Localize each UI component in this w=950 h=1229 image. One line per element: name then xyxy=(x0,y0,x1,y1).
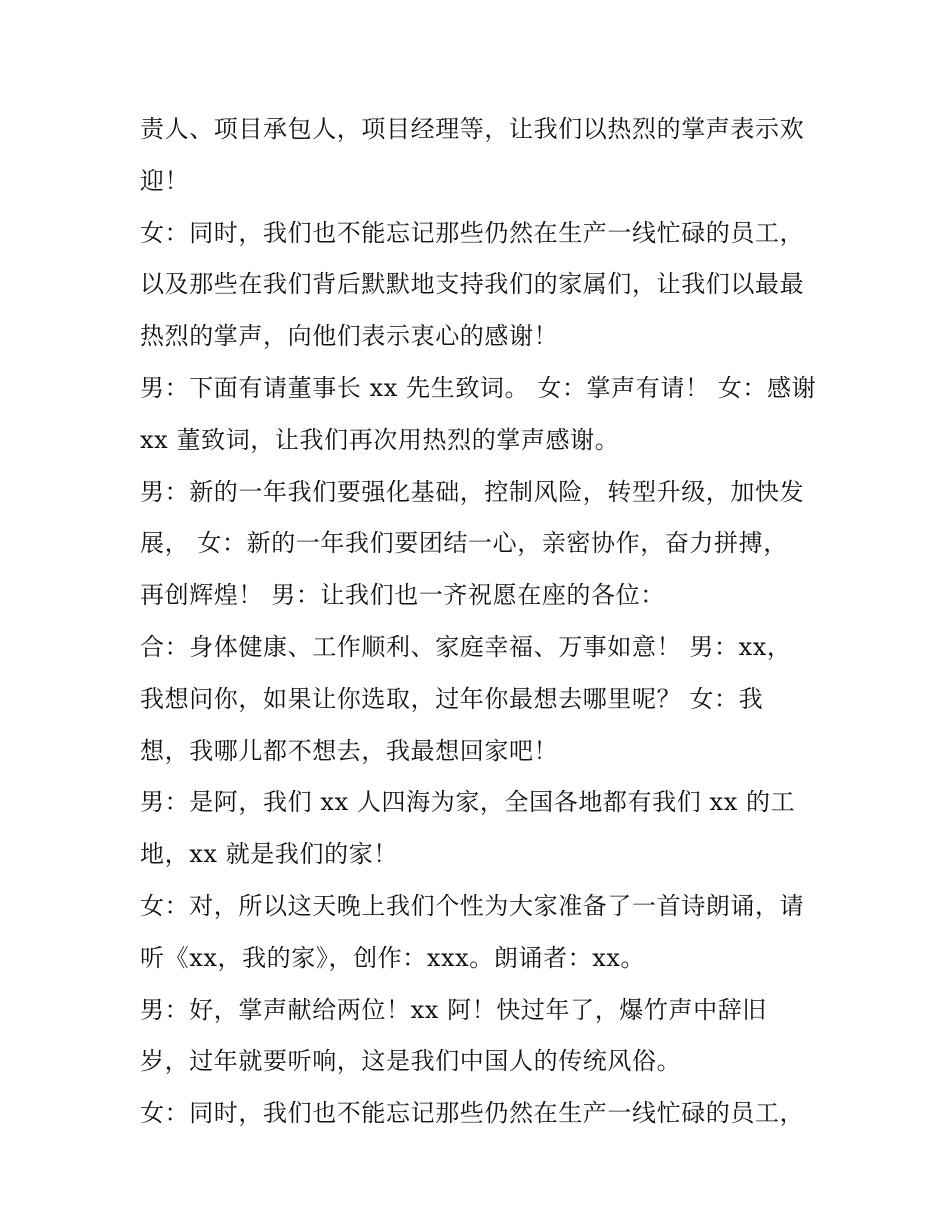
text-line: 男：下面有请董事长 xx 先生致词。 女：掌声有请！ 女：感谢 xyxy=(140,373,817,402)
text-line: 男：好，掌声献给两位！xx 阿！快过年了，爆竹声中辞旧 xyxy=(140,995,767,1024)
text-line: 听《xx，我的家》，创作：xxx。朗诵者：xx。 xyxy=(140,943,646,972)
document-body xyxy=(140,104,830,1140)
text-line: 责人、项目承包人，项目经理等，让我们以热烈的掌声表示欢 xyxy=(140,115,805,143)
text-line: xx 董致词，让我们再次用热烈的掌声感谢。 xyxy=(140,425,620,454)
text-line: 迎！ xyxy=(140,166,190,195)
text-line: 再创辉煌！ 男：让我们也一齐祝愿在座的各位： xyxy=(140,581,665,610)
text-line: 岁，过年就要听响，这是我们中国人的传统风俗。 xyxy=(140,1047,682,1076)
text-line: 合：身体健康、工作顺利、家庭幸福、万事如意！ 男：xx， xyxy=(140,632,792,661)
text-line: 想，我哪儿都不想去，我最想回家吧！ xyxy=(140,736,559,765)
text-line: 女：同时，我们也不能忘记那些仍然在生产一线忙碌的员工， xyxy=(140,218,805,247)
text-line: 女：同时，我们也不能忘记那些仍然在生产一线忙碌的员工， xyxy=(140,1099,805,1128)
text-line: 展， 女：新的一年我们要团结一心，亲密协作，奋力拼搏， xyxy=(140,529,788,558)
text-line: 地，xx 就是我们的家！ xyxy=(140,840,398,869)
text-line: 我想问你，如果让你选取，过年你最想去哪里呢？ 女：我 xyxy=(140,684,764,713)
text-line: 热烈的掌声，向他们表示衷心的感谢！ xyxy=(140,322,559,351)
text-line: 女：对，所以这天晚上我们个性为大家准备了一首诗朗诵，请 xyxy=(140,891,805,920)
text-line: 男：新的一年我们要强化基础，控制风险，转型升级，加快发 xyxy=(140,477,805,506)
text-line: 以及那些在我们背后默默地支持我们的家属们，让我们以最最 xyxy=(140,270,805,299)
text-line: 男：是阿，我们 xx 人四海为家，全国各地都有我们 xx 的工 xyxy=(140,788,796,817)
